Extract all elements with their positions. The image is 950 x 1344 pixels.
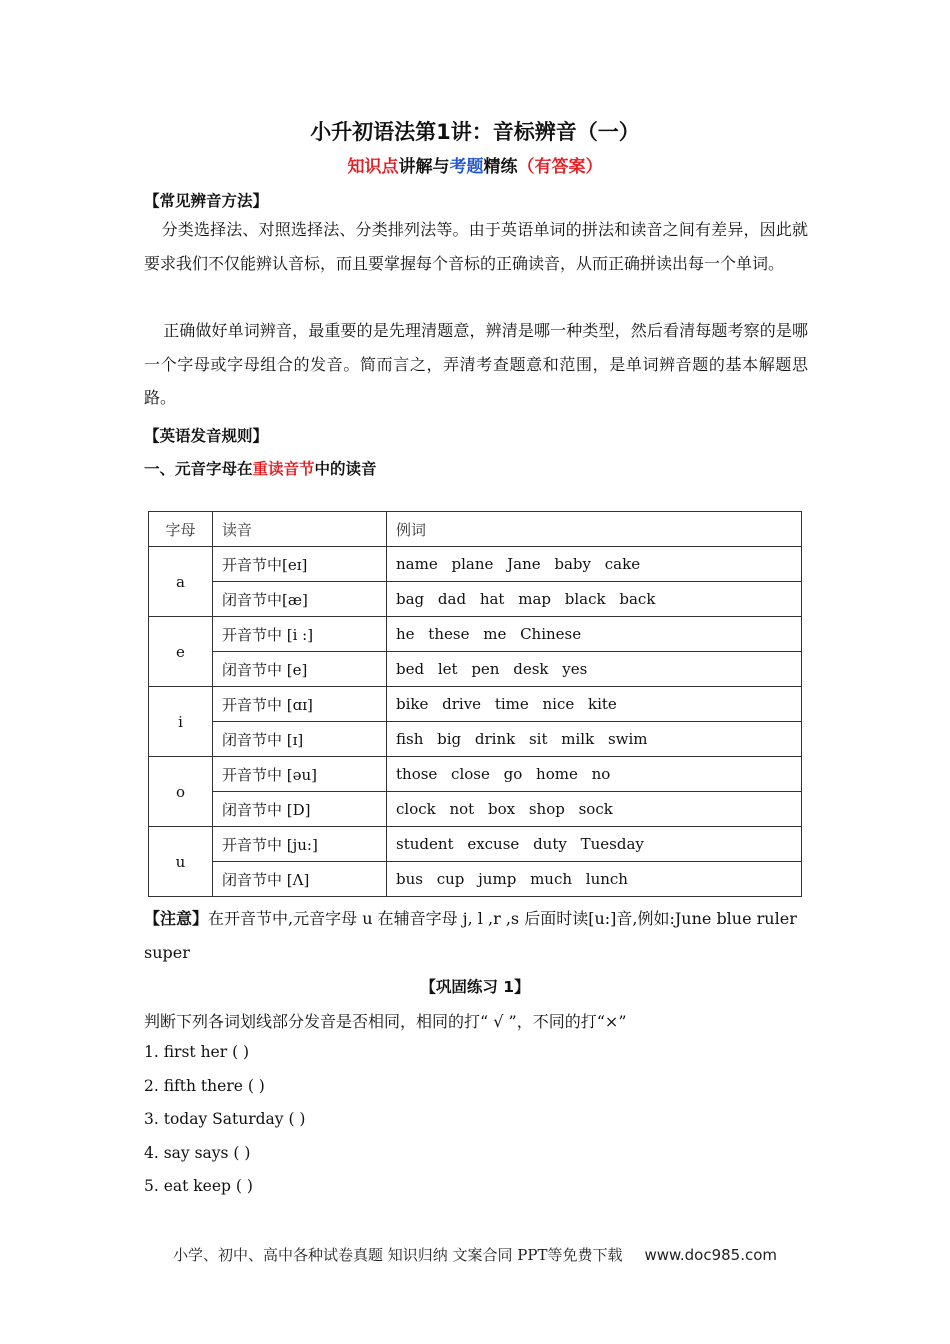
sound-cell: 开音节中[eɪ] [213, 547, 387, 582]
subtitle-practice: 精练 [483, 157, 518, 177]
letter-cell: i [149, 687, 213, 757]
header-examples: 例词 [387, 512, 802, 547]
sound-cell: 闭音节中 [e] [213, 652, 387, 687]
header-sound: 读音 [213, 512, 387, 547]
words-cell: name plane Jane baby cake [387, 547, 802, 582]
question-item: 1. first her ( ) [144, 1043, 250, 1061]
subheading-prefix: 一、元音字母在 [144, 460, 253, 478]
table-row [149, 687, 802, 722]
header-letter: 字母 [149, 512, 213, 547]
methods-paragraph-2: 正确做好单词辨音，最重要的是先理清题意，辨清是哪一种类型，然后看清每题考察的是哪一个字母或字母组合的发音。简而言之，弄清考查题意和范围，是单词辨音题的基本解题思路。 [144, 321, 808, 407]
sound-cell: 开音节中 [əu] [213, 757, 387, 792]
sound-cell: 闭音节中 [D] [213, 792, 387, 827]
footer-text: 小学、初中、高中各种试卷真题 知识归纳 文案合同 PPT等免费下载 [172, 1246, 623, 1264]
page-footer [0, 1244, 950, 1265]
subheading-suffix: 中的读音 [314, 460, 377, 478]
table-row [149, 547, 802, 582]
sound-cell: 开音节中 [ɑɪ] [213, 687, 387, 722]
sound-cell: 闭音节中 [Λ] [213, 862, 387, 897]
practice-title: 【巩固练习 1】 [420, 978, 530, 996]
note-paragraph [144, 902, 808, 970]
words-cell: bus cup jump much lunch [387, 862, 802, 897]
table-row [149, 757, 802, 792]
table-row [149, 652, 802, 687]
words-cell: bed let pen desk yes [387, 652, 802, 687]
table-row [149, 827, 802, 862]
words-cell: those close go home no [387, 757, 802, 792]
vowel-rules-table [148, 511, 802, 897]
sound-cell: 开音节中 [i :] [213, 617, 387, 652]
question-item: 2. fifth there ( ) [144, 1077, 265, 1095]
question-item: 4. say says ( ) [144, 1144, 251, 1162]
question-item: 3. today Saturday ( ) [144, 1110, 306, 1128]
table-row [149, 862, 802, 897]
methods-paragraph-1: 分类选择法、对照选择法、分类排列法等。由于英语单词的拼法和读音之间有差异，因此就要求我们不仅能辨认音标，而且要掌握每个音标的正确读音，从而正确拼读出每一个单词。 [144, 220, 808, 273]
section-heading-rules: 【英语发音规则】 [144, 427, 269, 445]
subtitle-knowledge: 知识点 [347, 157, 399, 177]
sound-cell: 闭音节中 [ɪ] [213, 722, 387, 757]
question-item: 5. eat keep ( ) [144, 1177, 253, 1195]
page-subtitle [0, 152, 950, 177]
sound-cell: 开音节中 [ju:] [213, 827, 387, 862]
letter-cell: o [149, 757, 213, 827]
note-text: 在开音节中,元音字母 u 在辅音字母 j, l ,r ,s 后面时读[u:]音,例如:June blue ruler super [144, 909, 797, 962]
practice-instruction: 判断下列各词划线部分发音是否相同，相同的打“ √ ”，不同的打“×” [144, 1012, 627, 1031]
table-header-row [149, 512, 802, 547]
rules-subheading [144, 457, 377, 479]
subtitle-explain: 讲解与 [398, 157, 450, 177]
note-label: 【注意】 [144, 909, 209, 928]
sound-cell: 闭音节中[æ] [213, 582, 387, 617]
words-cell: student excuse duty Tuesday [387, 827, 802, 862]
words-cell: bike drive time nice kite [387, 687, 802, 722]
letter-cell: u [149, 827, 213, 897]
page-title: 小升初语法第1讲：音标辨音（一） [310, 120, 640, 144]
table-row [149, 582, 802, 617]
footer-url[interactable]: www.doc985.com [644, 1246, 778, 1264]
words-cell: clock not box shop sock [387, 792, 802, 827]
words-cell: fish big drink sit milk swim [387, 722, 802, 757]
subtitle-answers: （有答案） [517, 157, 603, 177]
table-row [149, 722, 802, 757]
letter-cell: a [149, 547, 213, 617]
table-row [149, 617, 802, 652]
table-row [149, 792, 802, 827]
letter-cell: e [149, 617, 213, 687]
words-cell: he these me Chinese [387, 617, 802, 652]
subheading-highlight: 重读音节 [252, 460, 315, 478]
subtitle-exam: 考题 [449, 157, 484, 177]
section-heading-methods: 【常见辨音方法】 [144, 192, 269, 210]
words-cell: bag dad hat map black back [387, 582, 802, 617]
